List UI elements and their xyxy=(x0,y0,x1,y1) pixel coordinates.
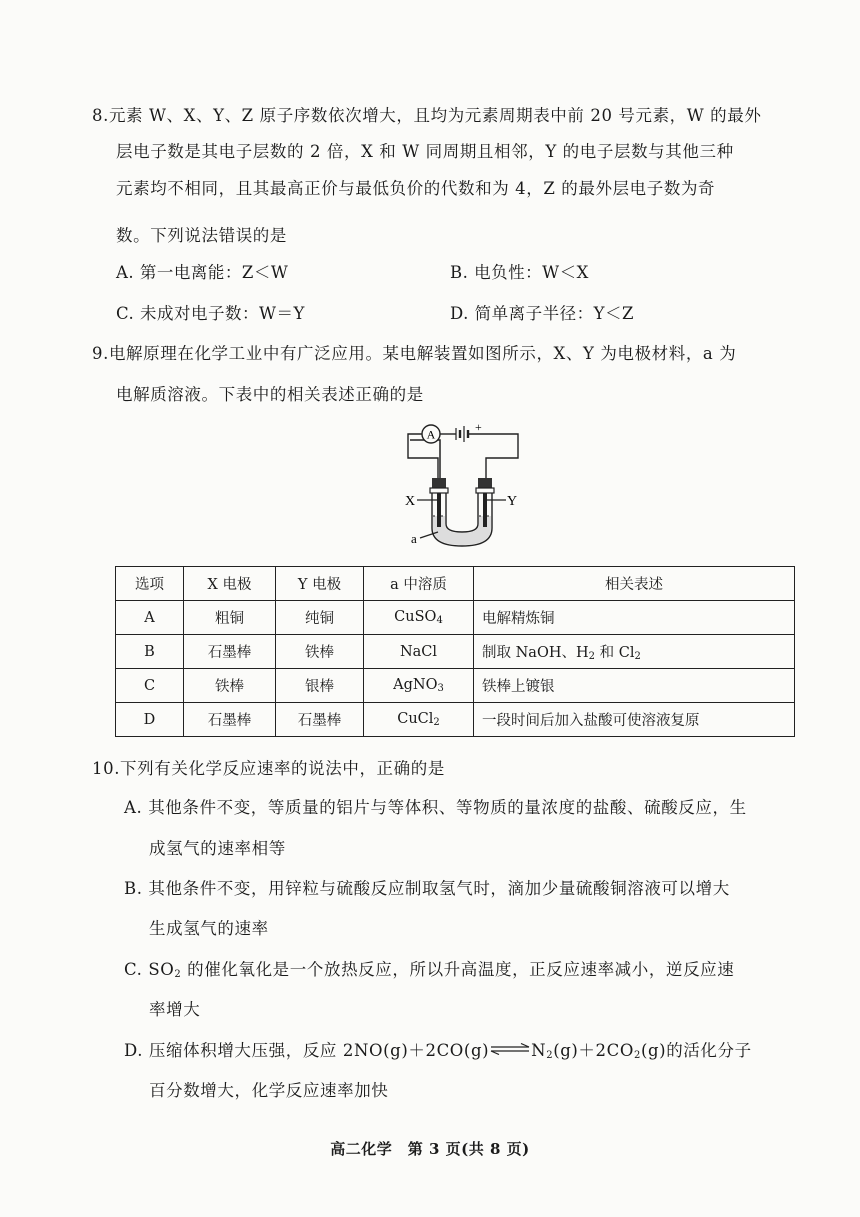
table-cell-y: 石墨棒 xyxy=(276,703,364,737)
q10-option-a-line-1: A. 其他条件不变，等质量的铝片与等体积、等物质的量浓度的盐酸、硫酸反应，生 xyxy=(124,798,747,817)
table-cell-x: 铁棒 xyxy=(184,669,276,703)
table-row xyxy=(116,635,795,669)
table-row xyxy=(116,669,795,703)
table-cell-desc: 一段时间后加入盐酸可使溶液复原 xyxy=(474,703,795,737)
q10-option-c-line-2: 率增大 xyxy=(149,1000,201,1019)
q9-line-1: 9.电解原理在化学工业中有广泛应用。某电解装置如图所示，X、Y 为电极材料，a 为 xyxy=(92,344,737,363)
table-cell-solute: CuCl$_2$ xyxy=(364,703,474,737)
q8-line-4: 数。下列说法错误的是 xyxy=(116,226,287,245)
label-x: X xyxy=(405,494,416,509)
electrolysis-diagram xyxy=(400,420,540,550)
table-cell-x: 石墨棒 xyxy=(184,635,276,669)
q10-option-c-line-1: C. $SO_2$ 的催化氧化是一个放热反应，所以升高温度，正反应速率减小，逆反应速 xyxy=(124,960,735,980)
q8-line-2: 层电子数是其电子层数的 2 倍，X 和 W 同周期且相邻，Y 的电子层数与其他三种 xyxy=(116,142,734,161)
table-cell-option: A xyxy=(116,601,184,635)
table-header: Y 电极 xyxy=(276,567,364,601)
table-header: 相关表述 xyxy=(474,567,795,601)
electrode-x xyxy=(437,493,441,527)
electrolyte-solution xyxy=(433,516,491,545)
table-cell-desc: 电解精炼铜 xyxy=(474,601,795,635)
table-cell-solute: AgNO$_3$ xyxy=(364,669,474,703)
table-cell-y: 银棒 xyxy=(276,669,364,703)
svg-text:A: A xyxy=(426,427,436,442)
table-header: X 电极 xyxy=(184,567,276,601)
q8-option-c: C. 未成对电子数：W＝Y xyxy=(116,304,305,323)
table-cell-y: 纯铜 xyxy=(276,601,364,635)
table-row xyxy=(116,601,795,635)
table-cell-solute: NaCl xyxy=(364,635,474,669)
q8-option-a: A. 第一电离能：Z＜W xyxy=(116,263,289,282)
equilibrium-arrow-icon xyxy=(489,1043,531,1055)
q8-option-b: B. 电负性：W＜X xyxy=(450,263,589,282)
q10-option-b-line-2: 生成氢气的速率 xyxy=(149,919,269,938)
svg-text:+: + xyxy=(475,420,482,434)
q8-option-d: D. 简单离子半径：Y＜Z xyxy=(450,304,634,323)
label-a: a xyxy=(411,531,417,546)
table-header: a 中溶质 xyxy=(364,567,474,601)
table-cell-desc: 铁棒上镀银 xyxy=(474,669,795,703)
table-header: 选项 xyxy=(116,567,184,601)
table-row xyxy=(116,703,795,737)
q8-line-1: 8.元素 W、X、Y、Z 原子序数依次增大，且均为元素周期表中前 20 号元素，W 的最外 xyxy=(92,106,762,125)
q10-option-d-line-1: D. 压缩体积增大压强，反应 2NO(g)＋2CO(g) $N_2(g)+2CO_2(g)$的活化分子 xyxy=(124,1041,752,1061)
table-cell-option: C xyxy=(116,669,184,703)
table-cell-option: B xyxy=(116,635,184,669)
q10-option-a-line-2: 成氢气的速率相等 xyxy=(149,839,286,858)
electrode-y xyxy=(483,493,487,527)
stopper-right xyxy=(478,478,492,488)
q10-option-b-line-1: B. 其他条件不变，用锌粒与硫酸反应制取氢气时，滴加少量硫酸铜溶液可以增大 xyxy=(124,879,730,898)
q9-table xyxy=(115,566,795,737)
stopper-left xyxy=(432,478,446,488)
label-y: Y xyxy=(507,494,518,509)
table-cell-y: 铁棒 xyxy=(276,635,364,669)
table-cell-x: 石墨棒 xyxy=(184,703,276,737)
q8-line-3: 元素均不相同，且其最高正价与最低负价的代数和为 4，Z 的最外层电子数为奇 xyxy=(116,179,716,198)
q9-line-2: 电解质溶液。下表中的相关表述正确的是 xyxy=(116,385,424,404)
table-cell-desc: 制取 NaOH、$H_2$ 和 $Cl_2$ xyxy=(474,635,795,669)
wire-left xyxy=(410,440,440,482)
wire-right xyxy=(468,434,518,482)
page-footer: 高二化学 第 3 页(共 8 页) xyxy=(330,1140,530,1158)
q10-option-d-line-2: 百分数增大，化学反应速率加快 xyxy=(149,1081,389,1100)
table-cell-x: 粗铜 xyxy=(184,601,276,635)
table-header-row xyxy=(116,567,795,601)
table-cell-option: D xyxy=(116,703,184,737)
q10-stem: 10.下列有关化学反应速率的说法中，正确的是 xyxy=(92,759,445,778)
table-cell-solute: CuSO$_4$ xyxy=(364,601,474,635)
